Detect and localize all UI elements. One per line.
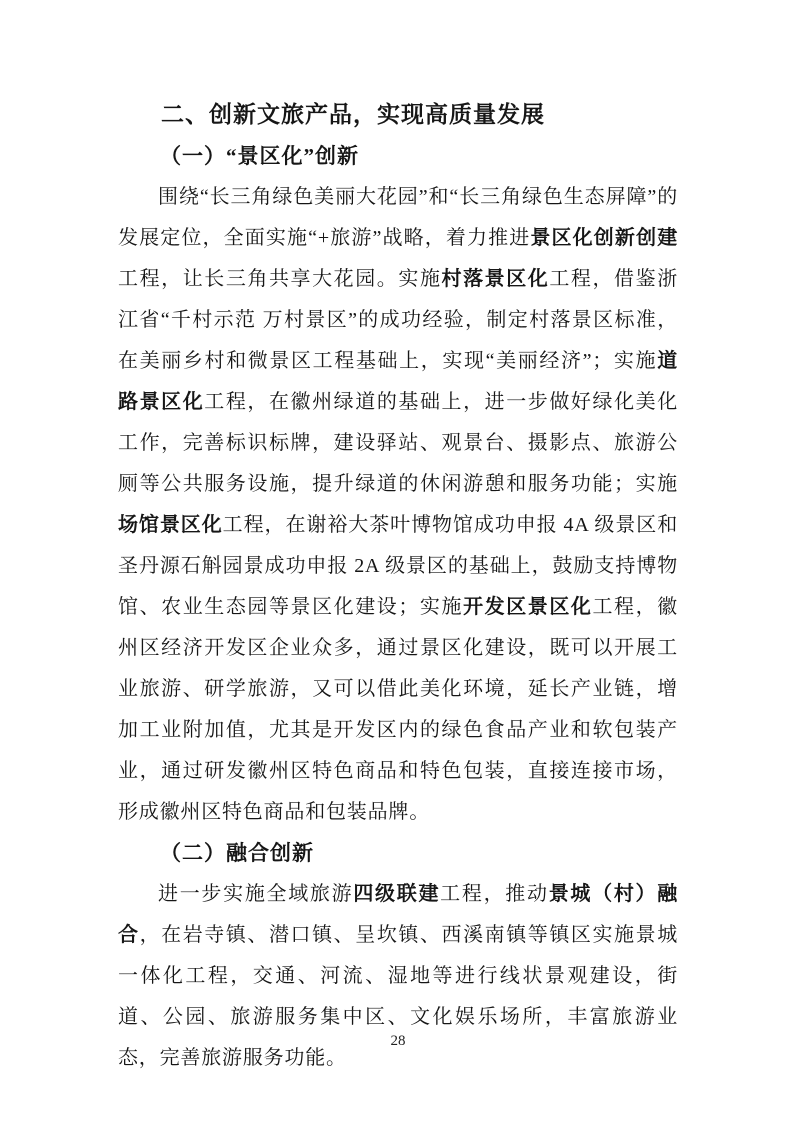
emphasized-text-run: 道路景区化	[118, 350, 678, 413]
text-run: 围绕“长三角绿色美丽大花园”和“长三角绿色生态屏障”的发展定位，全面实施“+旅游”战略，着力推进	[118, 186, 678, 249]
text-run: ，在岩寺镇、潜口镇、呈坎镇、西溪南镇等镇区实施景城一体化工程，交通、河流、湿地等进行线状景观建设，街道、公园、旅游服务集中区、文化娱乐场所，丰富旅游业态，完善旅游服务功能。	[118, 924, 678, 1069]
emphasized-text-run: 开发区景区化	[463, 596, 593, 618]
text-run: 进一步实施全域旅游	[158, 883, 354, 905]
subheading-ronghe: （二）融合创新	[160, 841, 314, 865]
emphasized-text-run: 四级联建	[353, 883, 441, 905]
emphasized-text-run: 景城（村）融合	[118, 883, 679, 946]
document-content	[118, 94, 678, 1079]
text-run: 工程，在徽州绿道的基础上，进一步做好绿化美化工作，完善标识标牌，建设驿站、观景台、摄影点、旅游公厕等公共服务设施，提升绿道的休闲游憩和服务功能；实施	[118, 391, 678, 495]
section-jingquhua	[118, 136, 678, 833]
text-run: 工程，推动	[440, 883, 549, 905]
page-number: 28	[390, 1033, 406, 1049]
subheading-jingquhua: （一）“景区化”创新	[160, 144, 359, 168]
section-heading: 二、创新文旅产品，实现高质量发展	[161, 102, 545, 127]
text-run: 工程，在谢裕大茶叶博物馆成功申报 4A 级景区和圣丹源石斛园景成功申报 2A 级景区的基础上，鼓励支持博物馆、农业生态园等景区化建设；实施	[118, 514, 679, 618]
text-run: 工程，徽州区经济开发区企业众多，通过景区化建设，既可以开展工业旅游、研学旅游，又可以借此美化环境，延长产业链，增加工业附加值，尤其是开发区内的绿色食品产业和软包装产业，通过研发徽州区特色商品和特色包装，直接连接市场，形成徽州区特色商品和包装品牌。	[118, 596, 678, 823]
text-run: 工程，借鉴浙江省“千村示范 万村景区”的成功经验，制定村落景区标准，在美丽乡村和微景区工程基础上，实现“美丽经济”；实施	[118, 268, 678, 372]
emphasized-text-run: 场馆景区化	[118, 514, 223, 536]
paragraph-jingquhua	[118, 177, 678, 833]
emphasized-text-run: 村落景区化	[441, 268, 550, 290]
text-run: 工程，让长三角共享大花园。实施	[118, 268, 442, 290]
emphasized-text-run: 景区化创新创建	[530, 227, 678, 249]
